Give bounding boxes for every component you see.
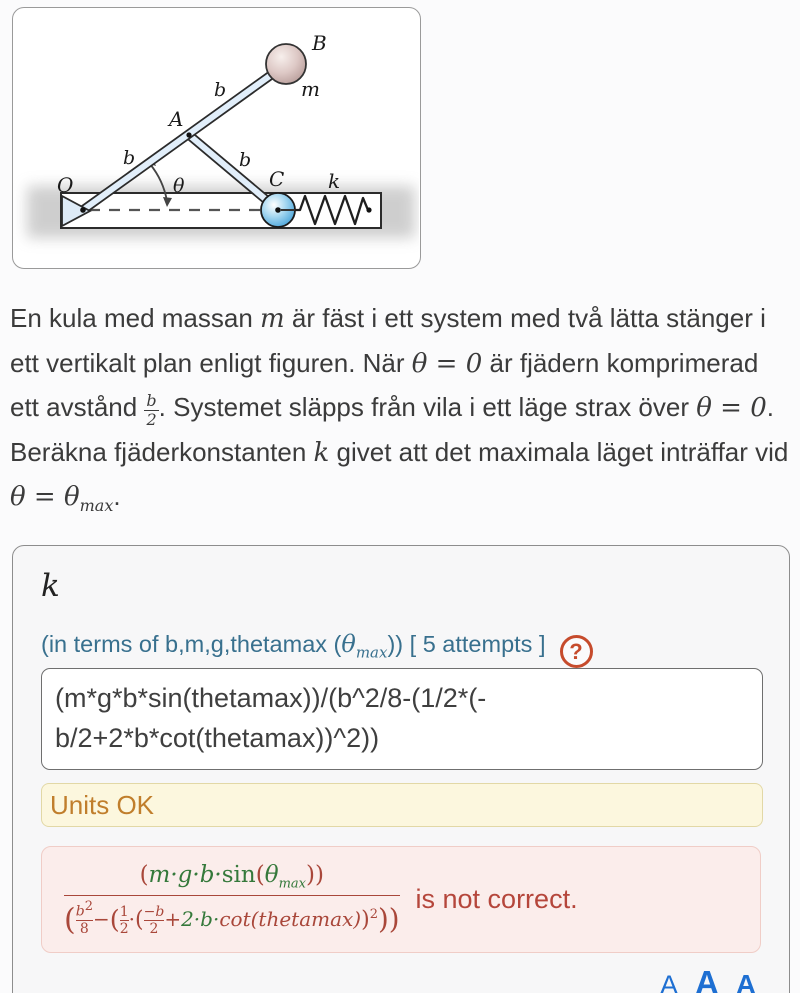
label-B: B — [312, 31, 327, 55]
formula-denominator: ( $\frac{b^2}{8}$ −( $\frac{1}{2}$ ·( $\frac{-b}{2}$ +2·b·cot(thetamax))$^2$)) — [64, 899, 400, 938]
font-size-small-button[interactable]: A — [660, 970, 679, 993]
hint-prefix: (in terms of b,m,g,thetamax ( — [41, 631, 342, 657]
units-status-text: Units OK — [50, 790, 155, 820]
roller-c-dot — [275, 207, 281, 213]
problem-segment: . Beräkna fjäderkonstanten — [10, 392, 774, 467]
label-theta: θ — [173, 175, 185, 197]
problem-segment: θ = 0 — [411, 348, 483, 379]
units-status-banner — [41, 783, 763, 827]
problem-segment: m — [260, 304, 285, 334]
mechanism-figure — [13, 8, 419, 267]
problem-segment: $\theta = \theta_{max}$ — [10, 482, 114, 516]
answer-input[interactable]: (m*g*b*sin(thetamax))/(b^2/8-(1/2*(-b/2+2*b*cot(thetamax))^2)) — [41, 668, 763, 770]
problem-segment: $\frac{b}{2}$ — [146, 391, 157, 429]
problem-segment: är fäst i ett system med två lätta stänger i ett vertikalt plan enligt figuren. När — [10, 303, 766, 378]
formula-numerator: $(m\cdot g\cdot b\cdot\sin(\theta_{max}))$ — [64, 862, 400, 897]
pivot-o-dot — [80, 207, 86, 213]
problem-segment: k — [313, 437, 330, 468]
verdict-text: is not correct. — [415, 884, 578, 914]
answer-form-card — [12, 545, 790, 993]
font-size-large-button[interactable]: A — [735, 969, 757, 993]
label-m: m — [301, 77, 320, 101]
label-A: A — [169, 107, 184, 131]
spring-anchor-dot — [366, 207, 371, 212]
font-size-controls — [660, 964, 756, 993]
hint-suffix: )) [ 5 attempts ] — [387, 631, 546, 657]
label-O: O — [57, 173, 74, 197]
hint-theta-sub: max — [355, 643, 388, 662]
problem-segment: . — [113, 481, 121, 511]
label-b1: b — [123, 147, 136, 169]
label-b3: b — [214, 79, 227, 101]
variable-label: k — [41, 568, 60, 604]
label-b2: b — [239, 149, 252, 171]
problem-segment: är fjädern komprimerad ett avstånd — [10, 347, 759, 422]
mechanism-figure-card — [12, 7, 421, 269]
problem-segment: En kula med massan — [10, 303, 261, 333]
hint-row — [41, 630, 741, 668]
problem-segment: . Systemet släpps från vila i ett läge strax över — [158, 392, 697, 422]
joint-a-dot — [186, 132, 191, 137]
problem-segment: givet att det maximala läget inträffar vid — [329, 436, 789, 467]
label-k: k — [328, 169, 341, 193]
problem-text — [10, 297, 792, 528]
label-C: C — [269, 167, 285, 191]
feedback-formula — [64, 862, 400, 938]
problem-segment: θ = 0 — [696, 393, 767, 423]
help-icon[interactable]: ? — [560, 635, 593, 668]
feedback-banner — [41, 846, 761, 953]
ball-mass — [266, 44, 306, 84]
font-size-medium-button[interactable]: A — [695, 964, 719, 993]
hint-theta: θ — [341, 630, 356, 658]
